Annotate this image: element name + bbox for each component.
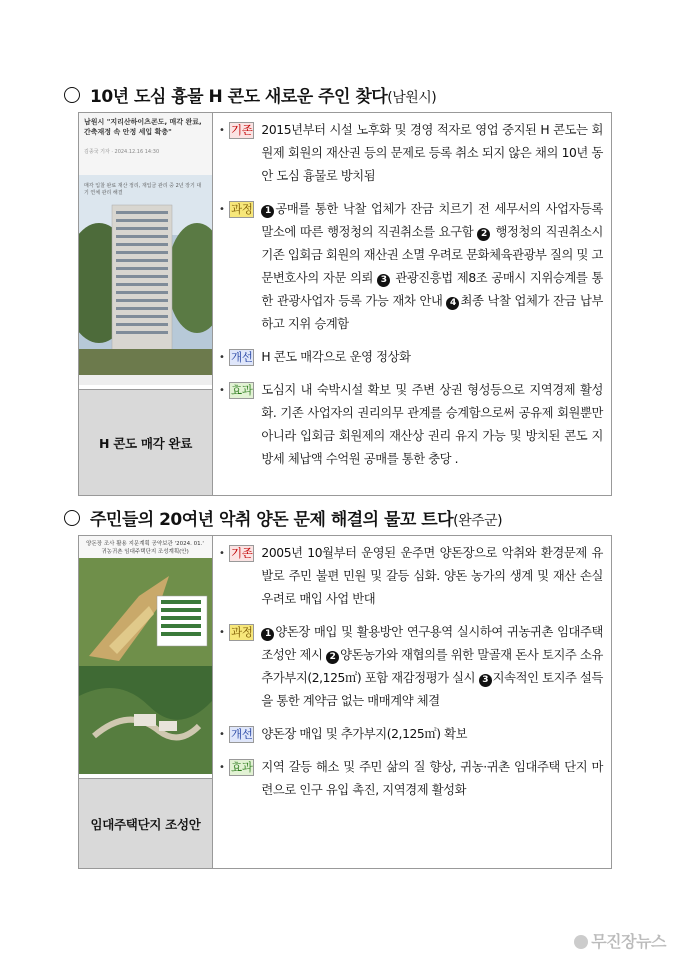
item-process (219, 198, 603, 336)
news-byline: 김종국 기자 · 2024.12.16 14:30 (84, 149, 160, 155)
bullet-icon: • (219, 548, 225, 559)
bullet-icon: • (219, 204, 225, 215)
tag-baseline: 기존 (231, 123, 253, 137)
tag-effect: 효과 (231, 760, 253, 774)
item-effect (219, 756, 603, 802)
section1-photo (79, 113, 213, 390)
item-process (219, 621, 603, 713)
item-text: 2005년 10월부터 운영된 운주면 양돈장으로 악취와 환경문제 유발로 주민 불편 민원 및 갈등 심화. 양돈 농가의 생계 및 재산 손실 우려로 매입 사업 반대 (261, 546, 603, 606)
bullet-icon: • (219, 385, 225, 396)
circle-bullet-icon (64, 510, 80, 526)
housing-plan-photo (79, 536, 212, 774)
news-headline: 남원시 "지리산하이츠콘도, 매각 완료, 간축재정 속 안정 세입 확충" (84, 118, 202, 136)
item-text: 도심지 내 숙박시설 확보 및 주변 상권 형성등으로 지역경제 활성화. 기존 사업자의 권리의무 관계를 승계함으로써 공유제 회원뿐만 아니라 입회금 회원제의 재산상 권리 유지 가능 및 방치된 콘도 지방세 체납액 수억원 공매를 통한 충당 . (261, 383, 603, 466)
item-improvement (219, 723, 603, 746)
item-text: H 콘도 매각으로 운영 정상화 (261, 350, 411, 364)
watermark: 무진장뉴스 (574, 929, 666, 952)
tag-baseline: 기존 (231, 546, 253, 560)
item-text: 1 양돈장 매입 및 활용방안 연구용역 실시하여 귀농귀촌 임대주택 조성안 제시 2 양돈농가와 재협의를 위한 말골재 돈사 토지주 소유 추가부지(2,125㎡) 포함 재감정평가 실시 3 지속적인 토지주 설득을 통한 계약금 없는 매매계약 체결 (261, 625, 604, 708)
section2-photo (79, 536, 213, 779)
bullet-icon: • (219, 352, 225, 363)
plan-subhead: 귀농귀촌 임대주택단지 조성계획(안) (101, 549, 189, 555)
step-number-badge: 1 (261, 205, 274, 218)
section1-title: 10년 도심 흉물 H 콘도 새로운 주인 찾다(남원시) (64, 82, 436, 107)
watermark-logo-icon (574, 935, 588, 949)
step-number-badge: 3 (479, 674, 492, 687)
plan-headline: 양돈장 조사 활용 지문계획 공약보관 '2024. 01.' (86, 541, 204, 547)
item-baseline (219, 542, 603, 611)
step-number-badge: 1 (261, 628, 274, 641)
section2-content (213, 536, 612, 869)
item-text: 1 공매를 통한 낙찰 업체가 잔금 치르기 전 세무서의 사업자등록 말소에 따른 행정청의 직권취소를 요구함 2 행정청의 직권취소시 기존 입회금 회원의 재산권 소멸 우려로 문화체육관광부 질의 및 고문변호사의 자문 의뢰 3 관광진흥법 제8조 공매시 지위승계를 통한 관광사업자 등록 가능 재차 안내 4 최종 낙찰 업체가 잔금 납부하고 지위 승계함 (261, 202, 604, 331)
tag-process: 과정 (231, 625, 253, 639)
bullet-icon: • (219, 762, 225, 773)
item-improvement (219, 346, 603, 369)
item-effect (219, 379, 603, 471)
section2-caption: 임대주택단지 조성안 (79, 779, 213, 869)
step-number-badge: 3 (377, 274, 390, 287)
bullet-icon: • (219, 627, 225, 638)
bullet-icon: • (219, 125, 225, 136)
tag-effect: 효과 (231, 383, 253, 397)
item-baseline (219, 119, 603, 188)
section1-card (78, 112, 612, 496)
step-number-badge: 2 (326, 651, 339, 664)
tag-process: 과정 (231, 202, 253, 216)
section2-card (78, 535, 612, 869)
tag-improvement: 개선 (231, 350, 253, 364)
step-number-badge: 2 (477, 228, 490, 241)
section2-title: 주민들의 20여년 악취 양돈 문제 해결의 물꼬 트다(완주군) (64, 505, 502, 530)
tag-improvement: 개선 (231, 727, 253, 741)
item-text: 2015년부터 시설 노후화 및 경영 적자로 영업 중지된 H 콘도는 회원제 회원의 재산권 등의 문제로 등록 취소 되지 않은 채의 10년 동안 도심 흉물로 방치됨 (261, 123, 603, 183)
section1-content (213, 113, 612, 496)
circle-bullet-icon (64, 87, 80, 103)
bullet-icon: • (219, 729, 225, 740)
section1-caption: H 콘도 매각 완료 (79, 390, 213, 496)
item-text: 양돈장 매입 및 추가부지(2,125㎡) 확보 (261, 727, 468, 741)
item-text: 지역 갈등 해소 및 주민 삶의 질 향상, 귀농·귀촌 임대주택 단지 마련으로 인구 유입 촉진, 지역경제 활성화 (261, 760, 603, 797)
news-summary: 매각 입찰 완료 재산 정리, 재입금 관리 중 2년 장기 대기 연체 관리 해결 (84, 183, 202, 196)
step-number-badge: 4 (446, 297, 459, 310)
